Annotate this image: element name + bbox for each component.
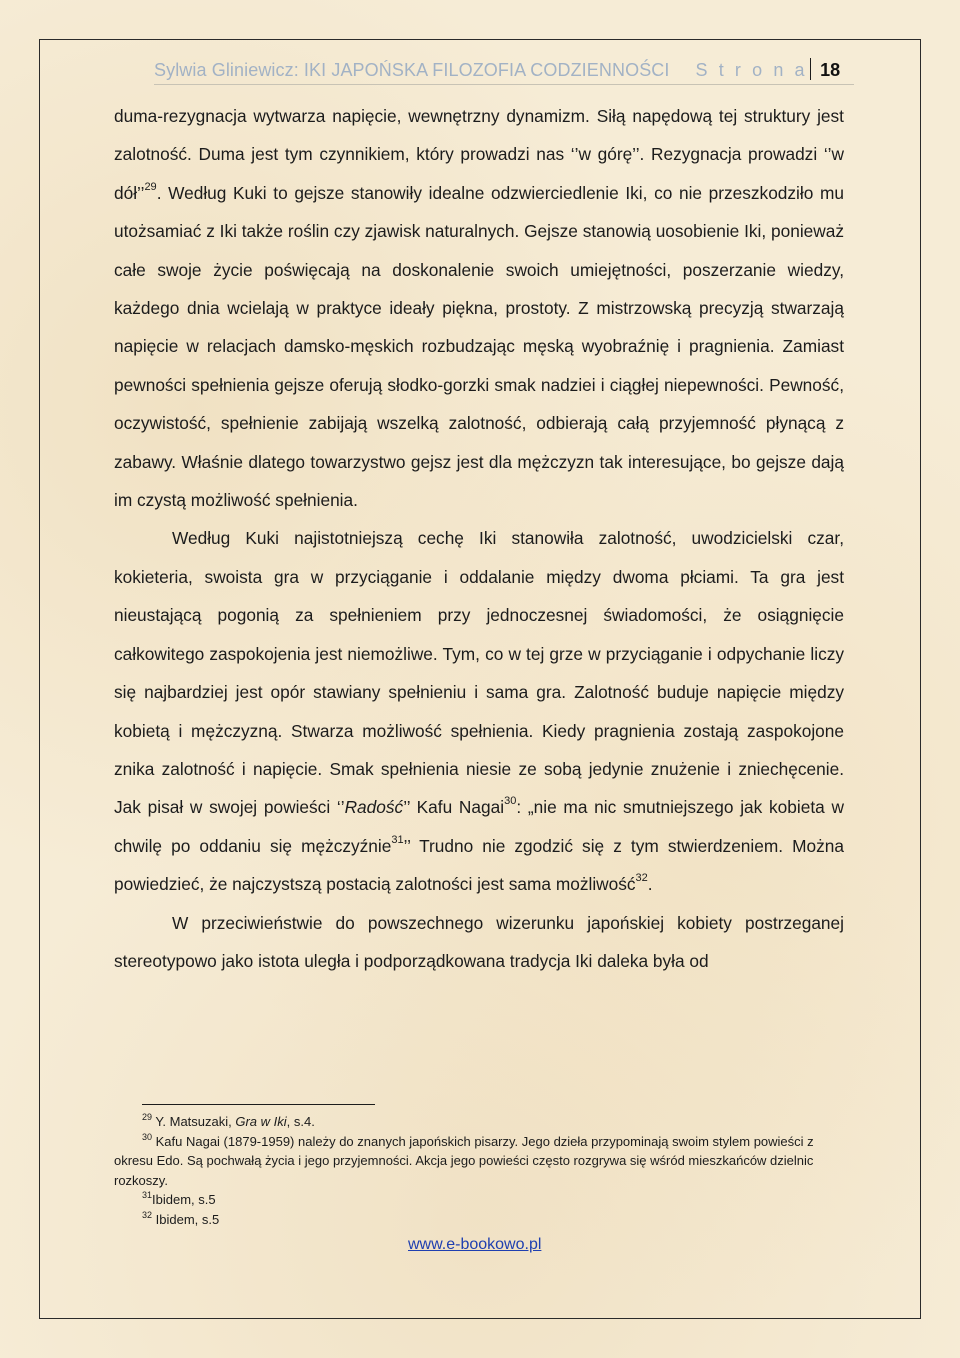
footnote-ref-31[interactable]: 31 bbox=[391, 833, 404, 846]
footnotes bbox=[114, 1112, 834, 1229]
paragraph-1 bbox=[114, 97, 844, 519]
paragraph-2-text-a: Według Kuki najistotniejszą cechę Iki stanowiła zalotność, uwodzicielski czar, kokieteria, swoista gra w przyciąganie i oddalanie między dwoma płciami. Ta gra jest nieustającą pogonią za spełnieniem przy jednoczesnej świadomości, że osiągnięcie całkowitego zaspokojenia jest niemożliwe. Tym, co w tej grze w przyciąganie i odpychanie liczy się najbardziej jest opór stawiany spełnieniu i sama gra. Zalotność buduje napięcie między kobietą i mężczyzną. Stwarza możliwość spełnienia. Kiedy pragnienia zostają zaspokojone znika zalotność i napięcie. Smak spełnienia niesie ze sobą jedynie znużenie i zniechęcenie. Jak pisał w swojej powieści ‘’ bbox=[114, 528, 844, 818]
footnote-number: 32 bbox=[142, 1209, 153, 1220]
book-title-radosc: Radość bbox=[344, 797, 404, 818]
page-header bbox=[154, 57, 854, 87]
header-separator bbox=[810, 58, 812, 80]
header-page-label: S t r o n a bbox=[695, 60, 808, 80]
paragraph-1-text-b: . Według Kuki to gejsze stanowiły idealne odzwierciedlenie Iki, co nie przeszkodziło mu utożsamiać z Iki także roślin czy zjawisk naturalnych. Gejsze stanowią uosobienie Iki, ponieważ całe swoje życie poświęcają na doskonalenie swoich umiejętności, poszerzanie wiedzy, każdego dnia wcielają w praktyce ideały piękna, prostoty. Z mistrzowską precyzją stwarzają napięcie w relacjach damsko-męskich rozbudzając męską wyobraźnię i pragnienia. Zamiast pewności spełnienia gejsze oferują słodko-gorzki smak nadziei i ciągłej niepewności. Pewność, oczywistość, spełnienie zabijają wszelką zalotność, odbierają całą przyjemność płynącą z zabawy. Właśnie dlatego towarzystwo gejsz jest dla mężczyzn tak interesujące, bo gejsze dają im czystą możliwość spełnienia. bbox=[114, 182, 844, 511]
footnote-ref-29[interactable]: 29 bbox=[144, 180, 157, 193]
footnote-29 bbox=[114, 1112, 834, 1132]
header-rule bbox=[154, 84, 854, 85]
paragraph-3-text: W przeciwieństwie do powszechnego wizerunku japońskiej kobiety postrzeganej stereotypowo jako istota uległa i podporządkowana tradycja Iki daleka była od bbox=[114, 912, 844, 971]
footnote-ref-30[interactable]: 30 bbox=[504, 795, 517, 808]
footnote-31 bbox=[114, 1190, 834, 1210]
footnote-number: 29 bbox=[142, 1112, 153, 1122]
paragraph-2-text-e: . bbox=[647, 874, 653, 895]
paragraph-2-text-d: ’’ Trudno nie zgodzić się z tym stwierdzeniem. Można powiedzieć, że najczystszą postacią zalotności jest sama możliwość bbox=[114, 835, 844, 895]
footnote-text: Kafu Nagai (1879-1959) należy do znanych japońskich pisarzy. Jego dzieła przypominają swoim stylem powieści z okresu Edo. Są pochwałą życia i jego przyjemności. Akcja jego powieści często rozgrywa się wśród mieszkańców dzielnic rozkoszy. bbox=[114, 1133, 814, 1188]
paragraph-2-text-b: ’’ Kafu Nagai bbox=[403, 797, 505, 818]
footnote-book-title: Gra w Iki bbox=[235, 1114, 287, 1129]
footnote-text: Ibidem, s.5 bbox=[152, 1192, 216, 1207]
footnote-ref-32[interactable]: 32 bbox=[635, 872, 648, 885]
footnote-text: , s.4. bbox=[286, 1114, 315, 1129]
footnote-text: Ibidem, s.5 bbox=[152, 1211, 220, 1227]
footnote-number: 30 bbox=[142, 1131, 153, 1142]
footnote-30 bbox=[114, 1132, 834, 1191]
paragraph-2 bbox=[114, 519, 844, 903]
paragraph-1-text-a: duma-rezygnacja wytwarza napięcie, wewnętrzny dynamizm. Siłą napędową tej struktury jest zalotność. Duma jest tym czynnikiem, który prowadzi nas ‘’w górę’’. Rezygnacja prowadzi ‘’w dół’’ bbox=[114, 106, 844, 203]
footnote-separator bbox=[142, 1104, 375, 1105]
footnote-number: 31 bbox=[142, 1190, 153, 1200]
header-title: Sylwia Gliniewicz: IKI JAPOŃSKA FILOZOFIA CODZIENNOŚCI bbox=[154, 60, 670, 80]
footnote-32 bbox=[114, 1210, 834, 1230]
body-text bbox=[114, 97, 844, 980]
footnote-text: Y. Matsuzaki, bbox=[152, 1114, 236, 1129]
paragraph-2-text-c: : „nie ma nic smutniejszego jak kobieta w chwilę po oddaniu się mężczyźnie bbox=[114, 797, 844, 856]
footer-website-link[interactable]: www.e-bookowo.pl bbox=[408, 1236, 542, 1253]
page-number: 18 bbox=[820, 60, 841, 80]
paragraph-3 bbox=[114, 904, 844, 981]
